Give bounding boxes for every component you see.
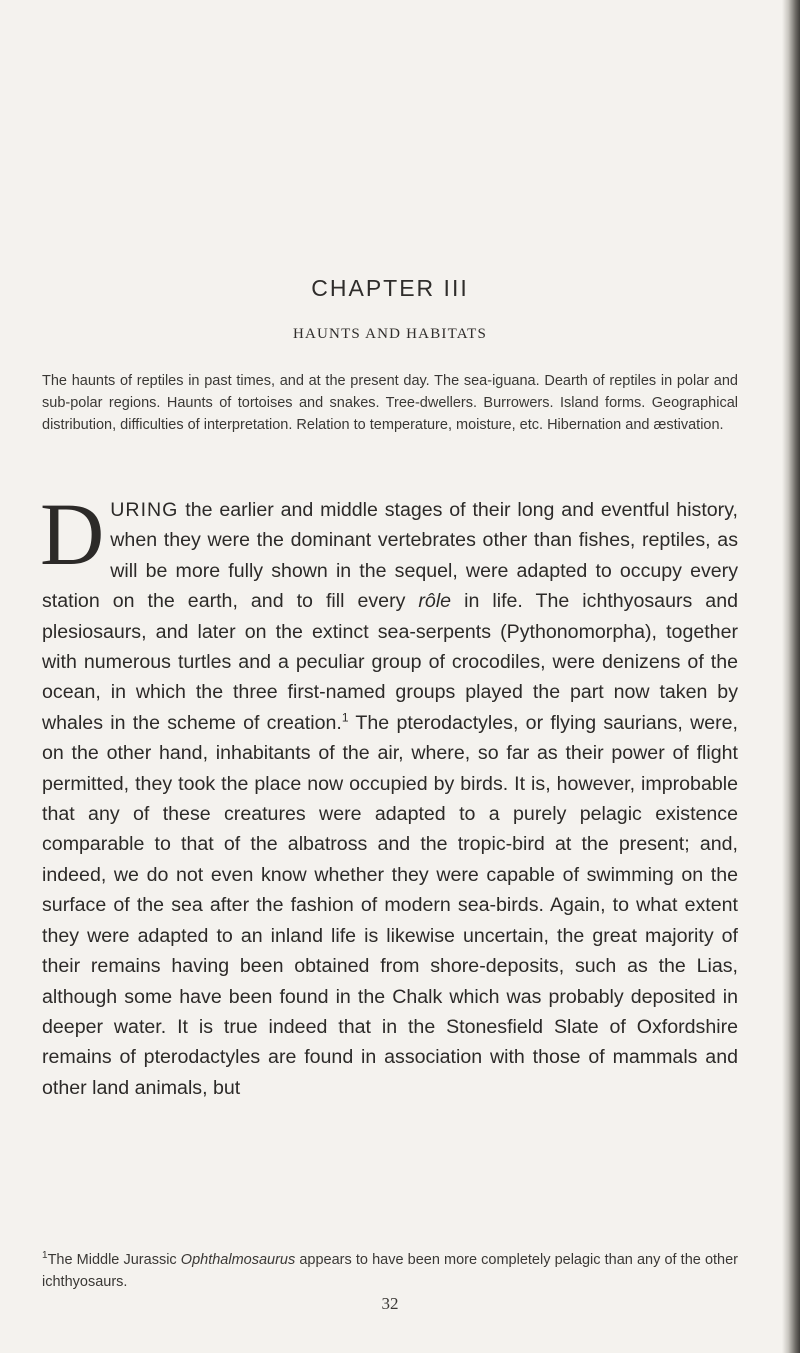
footnote — [42, 1249, 738, 1293]
italic-role: rôle — [418, 590, 452, 613]
footnote-text-part-1: The Middle Jurassic — [47, 1252, 181, 1268]
body-text-part-1: the earlier and middle stages of their long and eventful history, when they were the dominant vertebrates other than fishes, reptiles, as will be more fully shown in the sequel, were adapted to occupy every station on the earth, and to fill every — [42, 499, 738, 613]
chapter-subtitle: HAUNTS AND HABITATS — [292, 326, 488, 342]
page-number: 32 — [381, 1294, 399, 1313]
body-paragraph — [40, 486, 739, 1103]
body-text-part-2: in life. The ichthyosaurs and plesiosaurs, and later on the extinct sea-serpents (Pythonomorpha), together with numerous turtles and a peculiar group of crocodiles, were denizens of the ocean, in which the three first-named groups played the part now taken by whales in the scheme of creation. — [42, 590, 738, 734]
drop-cap: D — [40, 486, 105, 584]
footnote-italic-name: Ophthalmosaurus — [180, 1252, 296, 1268]
footnote-text-part-2: appears to have been more completely pelagic than any of the other ichthyosaurs. — [42, 1252, 739, 1290]
page-edge-shadow — [782, 0, 800, 1353]
footnote-reference[interactable]: 1 — [341, 710, 349, 725]
chapter-title: CHAPTER III — [311, 275, 469, 301]
footnote-mark: 1 — [42, 1250, 48, 1262]
book-page — [42, 0, 738, 1353]
lead-caps: URING — [110, 499, 179, 521]
body-text-part-3: The pterodactyles, or flying saurians, were, on the other hand, inhabitants of the air, where, so far as their power of flight permitted, they took the place now occupied by birds. It is, however, improbable that any of these creatures were adapted to a purely pelagic existence comparable to that of the albatross and the tropic-bird at the present; and, indeed, we do not even know whether they were capable of swimming on the surface of the sea after the fashion of modern sea-birds. Again, to what extent they were adapted to an inland life is likewise uncertain, the great majority of their remains having been obtained from shore-deposits, such as the Lias, although some have been found in the Chalk which was probably deposited in deeper water. It is true indeed that in the Stonesfield Slate of Oxfordshire remains of pterodactyles are found in association with those of mammals and other land animals, but — [42, 711, 739, 1099]
chapter-synopsis: The haunts of reptiles in past times, and at the present day. The sea-iguana. Dearth of reptiles in polar and sub-polar regions. Haunts of tortoises and snakes. Tree-dwellers. Burrowers. Island forms. Geographical distribution, difficulties of interpretation. Relation to temperature, moisture, etc. Hibernation and æstivation. — [42, 373, 738, 433]
